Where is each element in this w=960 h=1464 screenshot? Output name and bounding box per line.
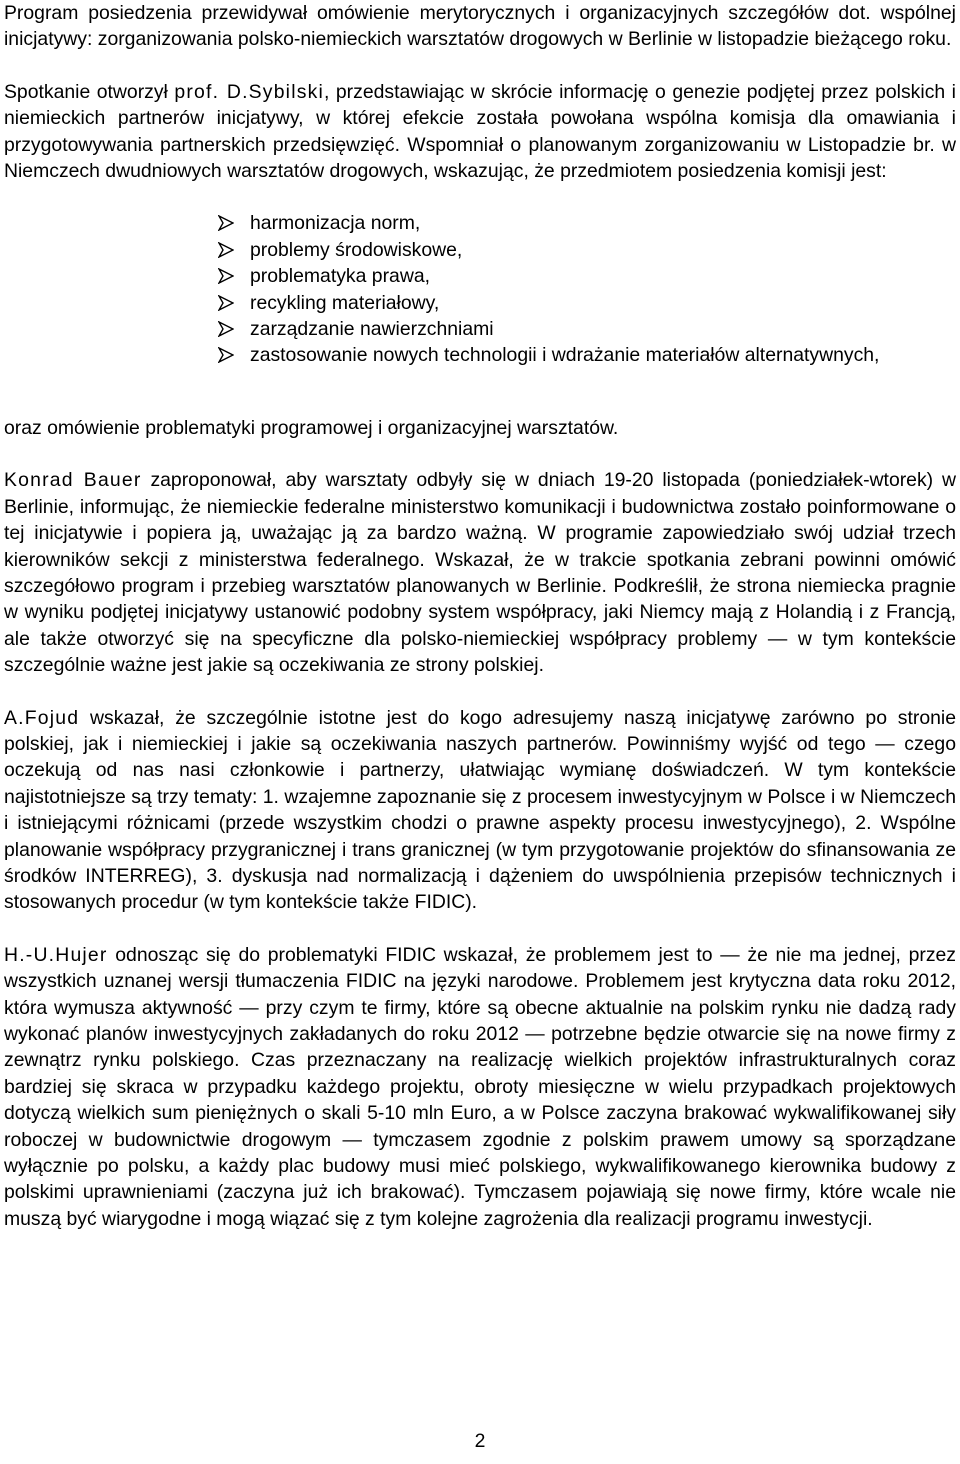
paragraph-fojud bbox=[4, 705, 956, 916]
list-item-text: harmonizacja norm, bbox=[250, 212, 421, 235]
list-item bbox=[218, 210, 956, 236]
document-page bbox=[4, 0, 956, 1232]
list-item bbox=[218, 290, 956, 316]
list-item-text: zastosowanie nowych technologii i wdrażanie materiałów alternatywnych, bbox=[250, 344, 880, 367]
list-item bbox=[218, 237, 956, 263]
paragraph-opening bbox=[4, 79, 956, 185]
paragraph-program: Program posiedzenia przewidywał omówienie merytorycznych i organizacyjnych szczegółów dot. wspólnej inicjatywy: zorganizowania polsko-niemieckich warsztatów drogowych w Berlinie w listopadzie bieżącego roku. bbox=[4, 2, 956, 51]
arrow-bullet-icon bbox=[218, 321, 234, 337]
arrow-bullet-icon bbox=[218, 242, 234, 258]
arrow-bullet-icon bbox=[218, 295, 234, 311]
paragraph-hujer bbox=[4, 942, 956, 1232]
list-item bbox=[218, 342, 956, 368]
paragraph-bauer-text: zaproponował, aby warsztaty odbyły się w dniach 19-20 listopada (poniedziałek-wtorek) w Berlinie, informując, że niemieckie federalne ministerstwo komunikacji i budownictwa zostało poinformowane o tej inicjatywie i popiera ją, uważając ją za bardzo ważną. W programie zapowiedziało swój udział trzech kierowników sekcji z ministerstwa federalnego. Wskazał, że w trakcie spotkania zebrani powinni omówić szczegółowo program i przebieg warsztatów planowanych w Berlinie. Podkreślił, że strona niemiecka pragnie w wyniku podjętej inicjatywy ustanowić podobny system współpracy, jaki Niemcy mają z Holandią i z Francją, ale także otworzyć się na specyficzne dla polsko-niemieckiej współpracy problemy — w tym kontekście szczególnie ważne jest jakie są oczekiwania ze strony polskiej. bbox=[4, 469, 956, 677]
arrow-bullet-icon bbox=[218, 215, 234, 231]
list-item bbox=[218, 263, 956, 289]
list-item-text: problemy środowiskowe, bbox=[250, 238, 463, 261]
paragraph-hujer-text: odnosząc się do problematyki FIDIC wskazał, że problemem jest to — że nie ma jednej, przez wszystkich uznanej wersji tłumaczenia FIDIC na języki narodowe. Problemem jest krytyczna data roku 2012, która wymusza aktywność — przy czym te firmy, które są obecne aktualnie na polskim rynku nie dadzą rady wykonać planów inwestycyjnych zakładanych do roku 2012 — potrzebne będzie otwarcie się na nowe firmy z zewnątrz rynku polskiego. Czas przeznaczany na realizację wielkich projektów infrastrukturalnych coraz bardziej się skraca w przypadku każdego projektu, obroty miesięczne w wielu przypadkach projektowych dotyczą wielkich sum pieniężnych o skali 5-10 mln Euro, a w Polsce zaczyna brakować wykwalifikowanej siły roboczej w budownictwie drogowym — tymczasem zgodnie z polskim prawem umowy są sporządzane wyłącznie po polsku, a każdy plac budowy musi mieć polskiego, wykwalifikowanego kierownika budowy z polskimi uprawnieniami (zaczyna już ich brakować). Tymczasem pojawiają się nowe firmy, które wcale nie muszą być wiarygodne i mogą wiązać się z tym kolejne zagrożenia dla realizacji programu inwestycji. bbox=[4, 943, 956, 1230]
paragraph-opening-text: , przedstawiając w skrócie informację o genezie podjętej przez polskich i niemieckich partnerów inicjatywy, w której efekcie została powołana wspólna komisja dla omawiania i przygotowywania partnerskich przedsięwzięć. Wspomniał o planowanym zorganizowaniu w Listopadzie br. w Niemczech dwudniowych warsztatów drogowych, wskazując, że przedmiotem posiedzenia komisji jest: bbox=[4, 80, 956, 183]
list-item-text: problematyka prawa, bbox=[250, 265, 430, 288]
arrow-bullet-icon bbox=[218, 347, 234, 363]
paragraph-fojud-text: wskazał, że szczególnie istotne jest do kogo adresujemy naszą inicjatywę zarówno po stronie polskiej, jak i niemieckiej i jakie są oczekiwania naszych partnerów. Powinniśmy wyjść od tego — czego oczekują od nas nasi członkowie i partnerzy, ułatwiając wymianę doświadczeń. W tym kontekście najistotniejsze są trzy tematy: 1. wzajemne zapoznanie się z procesem inwestycyjnym w Polsce i w Niemczech i istniejącymi różnicami (przede wszystkim chodzi o prawne aspekty procesu inwestycyjnego), 2. Wspólne planowanie współpracy przygranicznej i trans granicznej (w tym przygotowanie projektów do sfinansowania ze środków INTERREG), 3. dyskusja nad normalizacją i dążeniem do uwspólnienia przepisów technicznych i stosowanych procedur (w tym kontekście także FIDIC). bbox=[4, 706, 956, 914]
paragraph-list-summary: oraz omówienie problematyki programowej i organizacyjnej warsztatów. bbox=[4, 416, 619, 439]
speaker-name-fojud: A.Fojud bbox=[4, 706, 80, 729]
speaker-name-sybilski: prof. D.Sybilski bbox=[174, 80, 324, 103]
list-item bbox=[218, 316, 956, 342]
paragraph-bauer bbox=[4, 467, 956, 678]
list-item-text: recykling materiałowy, bbox=[250, 291, 440, 314]
list-item-text: zarządzanie nawierzchniami bbox=[250, 318, 494, 341]
speaker-name-bauer: Konrad Bauer bbox=[4, 469, 142, 492]
speaker-name-hujer: H.-U.Hujer bbox=[4, 943, 108, 966]
topic-list bbox=[4, 210, 956, 368]
page-number: 2 bbox=[474, 1430, 486, 1452]
arrow-bullet-icon bbox=[218, 268, 234, 284]
paragraph-opening-intro: Spotkanie otworzył bbox=[4, 80, 175, 103]
